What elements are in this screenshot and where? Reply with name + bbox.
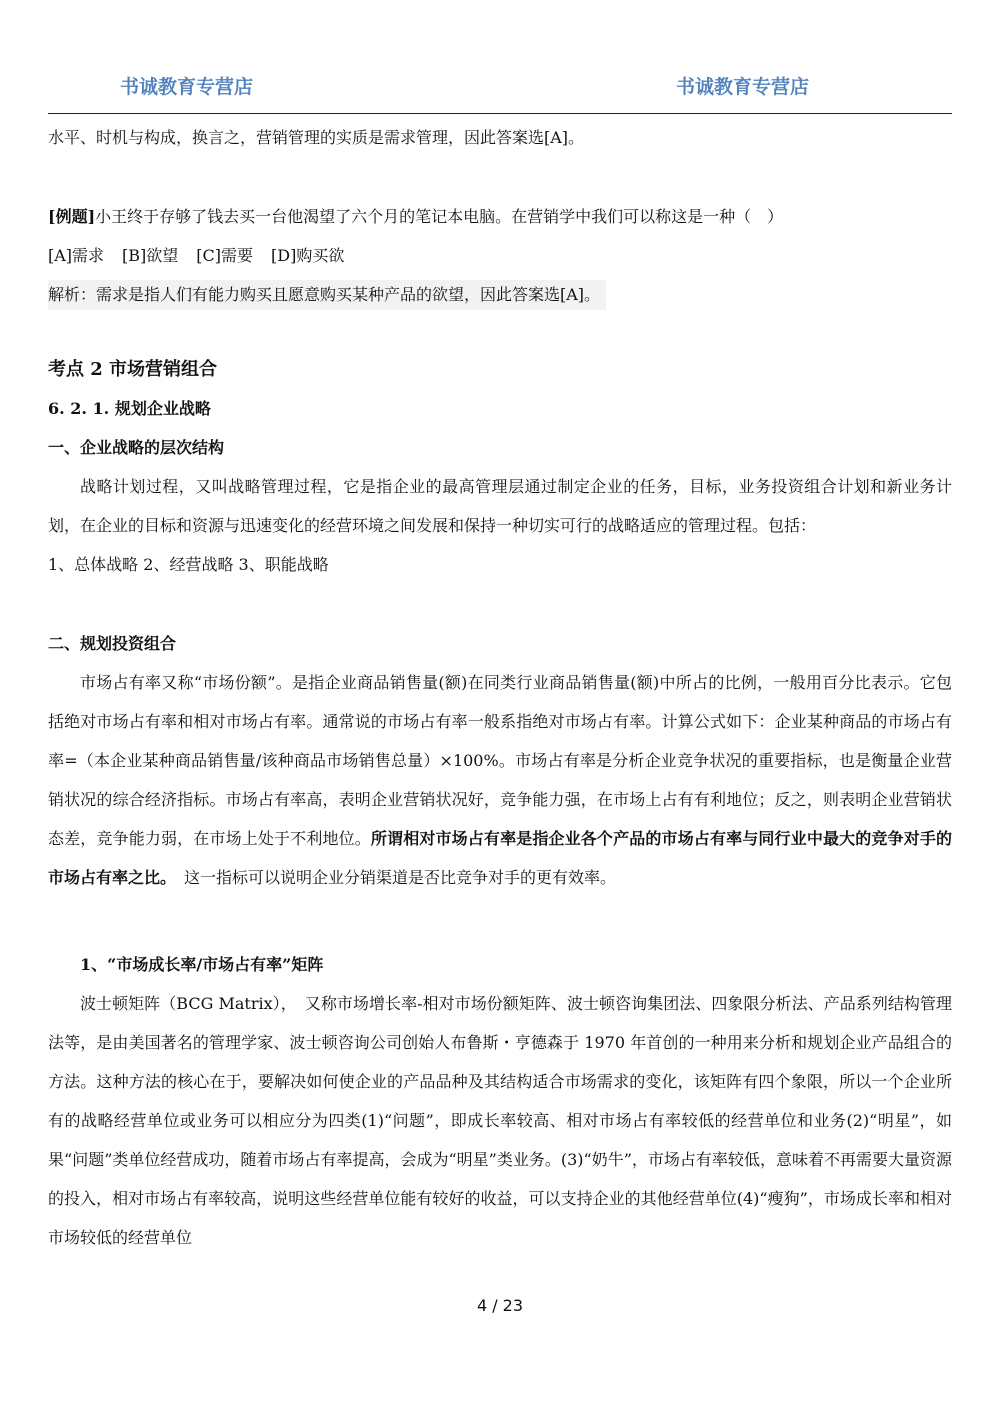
example-question-text: 小王终于存够了钱去买一台他渴望了六个月的笔记本电脑。在营销学中我们可以称这是一种（ ）	[95, 207, 784, 226]
part1-paragraph: 战略计划过程，又叫战略管理过程，它是指企业的最高管理层通过制定企业的任务，目标，业务投资组合计划和新业务计划，在企业的目标和资源与迅速变化的经营环境之间发展和保持一种切实可行的战略适应的管理过程。包括：	[48, 477, 952, 535]
option-d: [D]购买欲	[271, 246, 345, 265]
example-analysis: 解析：需求是指人们有能力购买且愿意购买某种产品的欲望，因此答案选[A]。	[48, 280, 606, 310]
example-options	[48, 236, 952, 275]
spacer	[48, 584, 952, 624]
page-content	[48, 118, 952, 1257]
spacer	[48, 157, 952, 197]
example-tag: [例题]	[48, 207, 96, 226]
spacer	[48, 314, 952, 350]
part3-paragraph: 波士顿矩阵（BCG Matrix）， 又称市场增长率-相对市场份额矩阵、波士顿咨询集团法、四象限分析法、产品系列结构管理法等，是由美国著名的管理学家、波士顿咨询公司创始人布鲁斯・亨德森于 1970 年首创的一种用来分析和规划企业产品组合的方法。这种方法的核心在于，要解决如何使企业的产品品种及其结构适合市场需求的变化，该矩阵有四个象限，所以一个企业所有的战略经营单位或业务可以相应分为四类(1)“问题”，即成长率较高、相对市场占有率较低的经营单位和业务(2)“明星”，如果“问题”类单位经营成功，随着市场占有率提高，会成为“明星”类业务。(3)“奶牛”，市场占有率较低，意味着不再需要大量资源的投入，相对市场占有率较高，说明这些经营单位能有较好的收益，可以支持企业的其他经营单位(4)“瘦狗”，市场成长率和相对市场较低的经营单位	[48, 994, 952, 1247]
part2-paragraph	[48, 663, 952, 897]
option-b: [B]欲望	[122, 246, 179, 265]
example-question	[48, 197, 952, 236]
page-number: 4 / 23	[476, 1296, 524, 1315]
part2-heading: 二、规划投资组合	[48, 634, 177, 653]
part3-heading: 1、“市场成长率/市场占有率”矩阵	[80, 955, 324, 974]
header-left-title: 书诚教育专营店	[120, 76, 254, 98]
part1-list: 1、总体战略 2、经营战略 3、职能战略	[48, 555, 329, 574]
option-c: [C]需要	[196, 246, 254, 265]
subsection-title: 6. 2. 1. 规划企业战略	[48, 399, 211, 418]
header-right-title: 书诚教育专营店	[676, 76, 810, 98]
example-analysis-row	[48, 275, 952, 314]
section-title: 考点 2 市场营销组合	[48, 359, 218, 380]
option-a: [A]需求	[48, 246, 105, 265]
part2-tail-text: 这一指标可以说明企业分销渠道是否比竞争对手的更有效率。	[168, 868, 617, 887]
part2-text: 市场占有率又称“市场份额”。是指企业商品销售量(额)在同类行业商品销售量(额)中所占的比例，一般用百分比表示。它包括绝对市场占有率和相对市场占有率。通常说的市场占有率一般系指绝对市场占有率。计算公式如下：企业某种商品的市场占有率=（本企业某种商品销售量/该种商品市场销售总量）×100%。市场占有率是分析企业竞争状况的重要指标，也是衡量企业营销状况的综合经济指标。市场占有率高，表明企业营销状况好，竞争能力强，在市场上占有有利地位；反之，则表明企业营销状态差，竞争能力弱，在市场上处于不利地位。	[48, 673, 952, 848]
part1-heading: 一、企业战略的层次结构	[48, 438, 225, 457]
part2-bold-text: 所谓相对市场占有率是指企业各个产品的市场占有率与同行业中最大的竞争对手的市场占有率之比。	[48, 829, 952, 887]
spacer	[48, 897, 952, 945]
header-divider	[48, 113, 952, 114]
intro-line: 水平、时机与构成，换言之，营销管理的实质是需求管理，因此答案选[A]。	[48, 128, 585, 147]
